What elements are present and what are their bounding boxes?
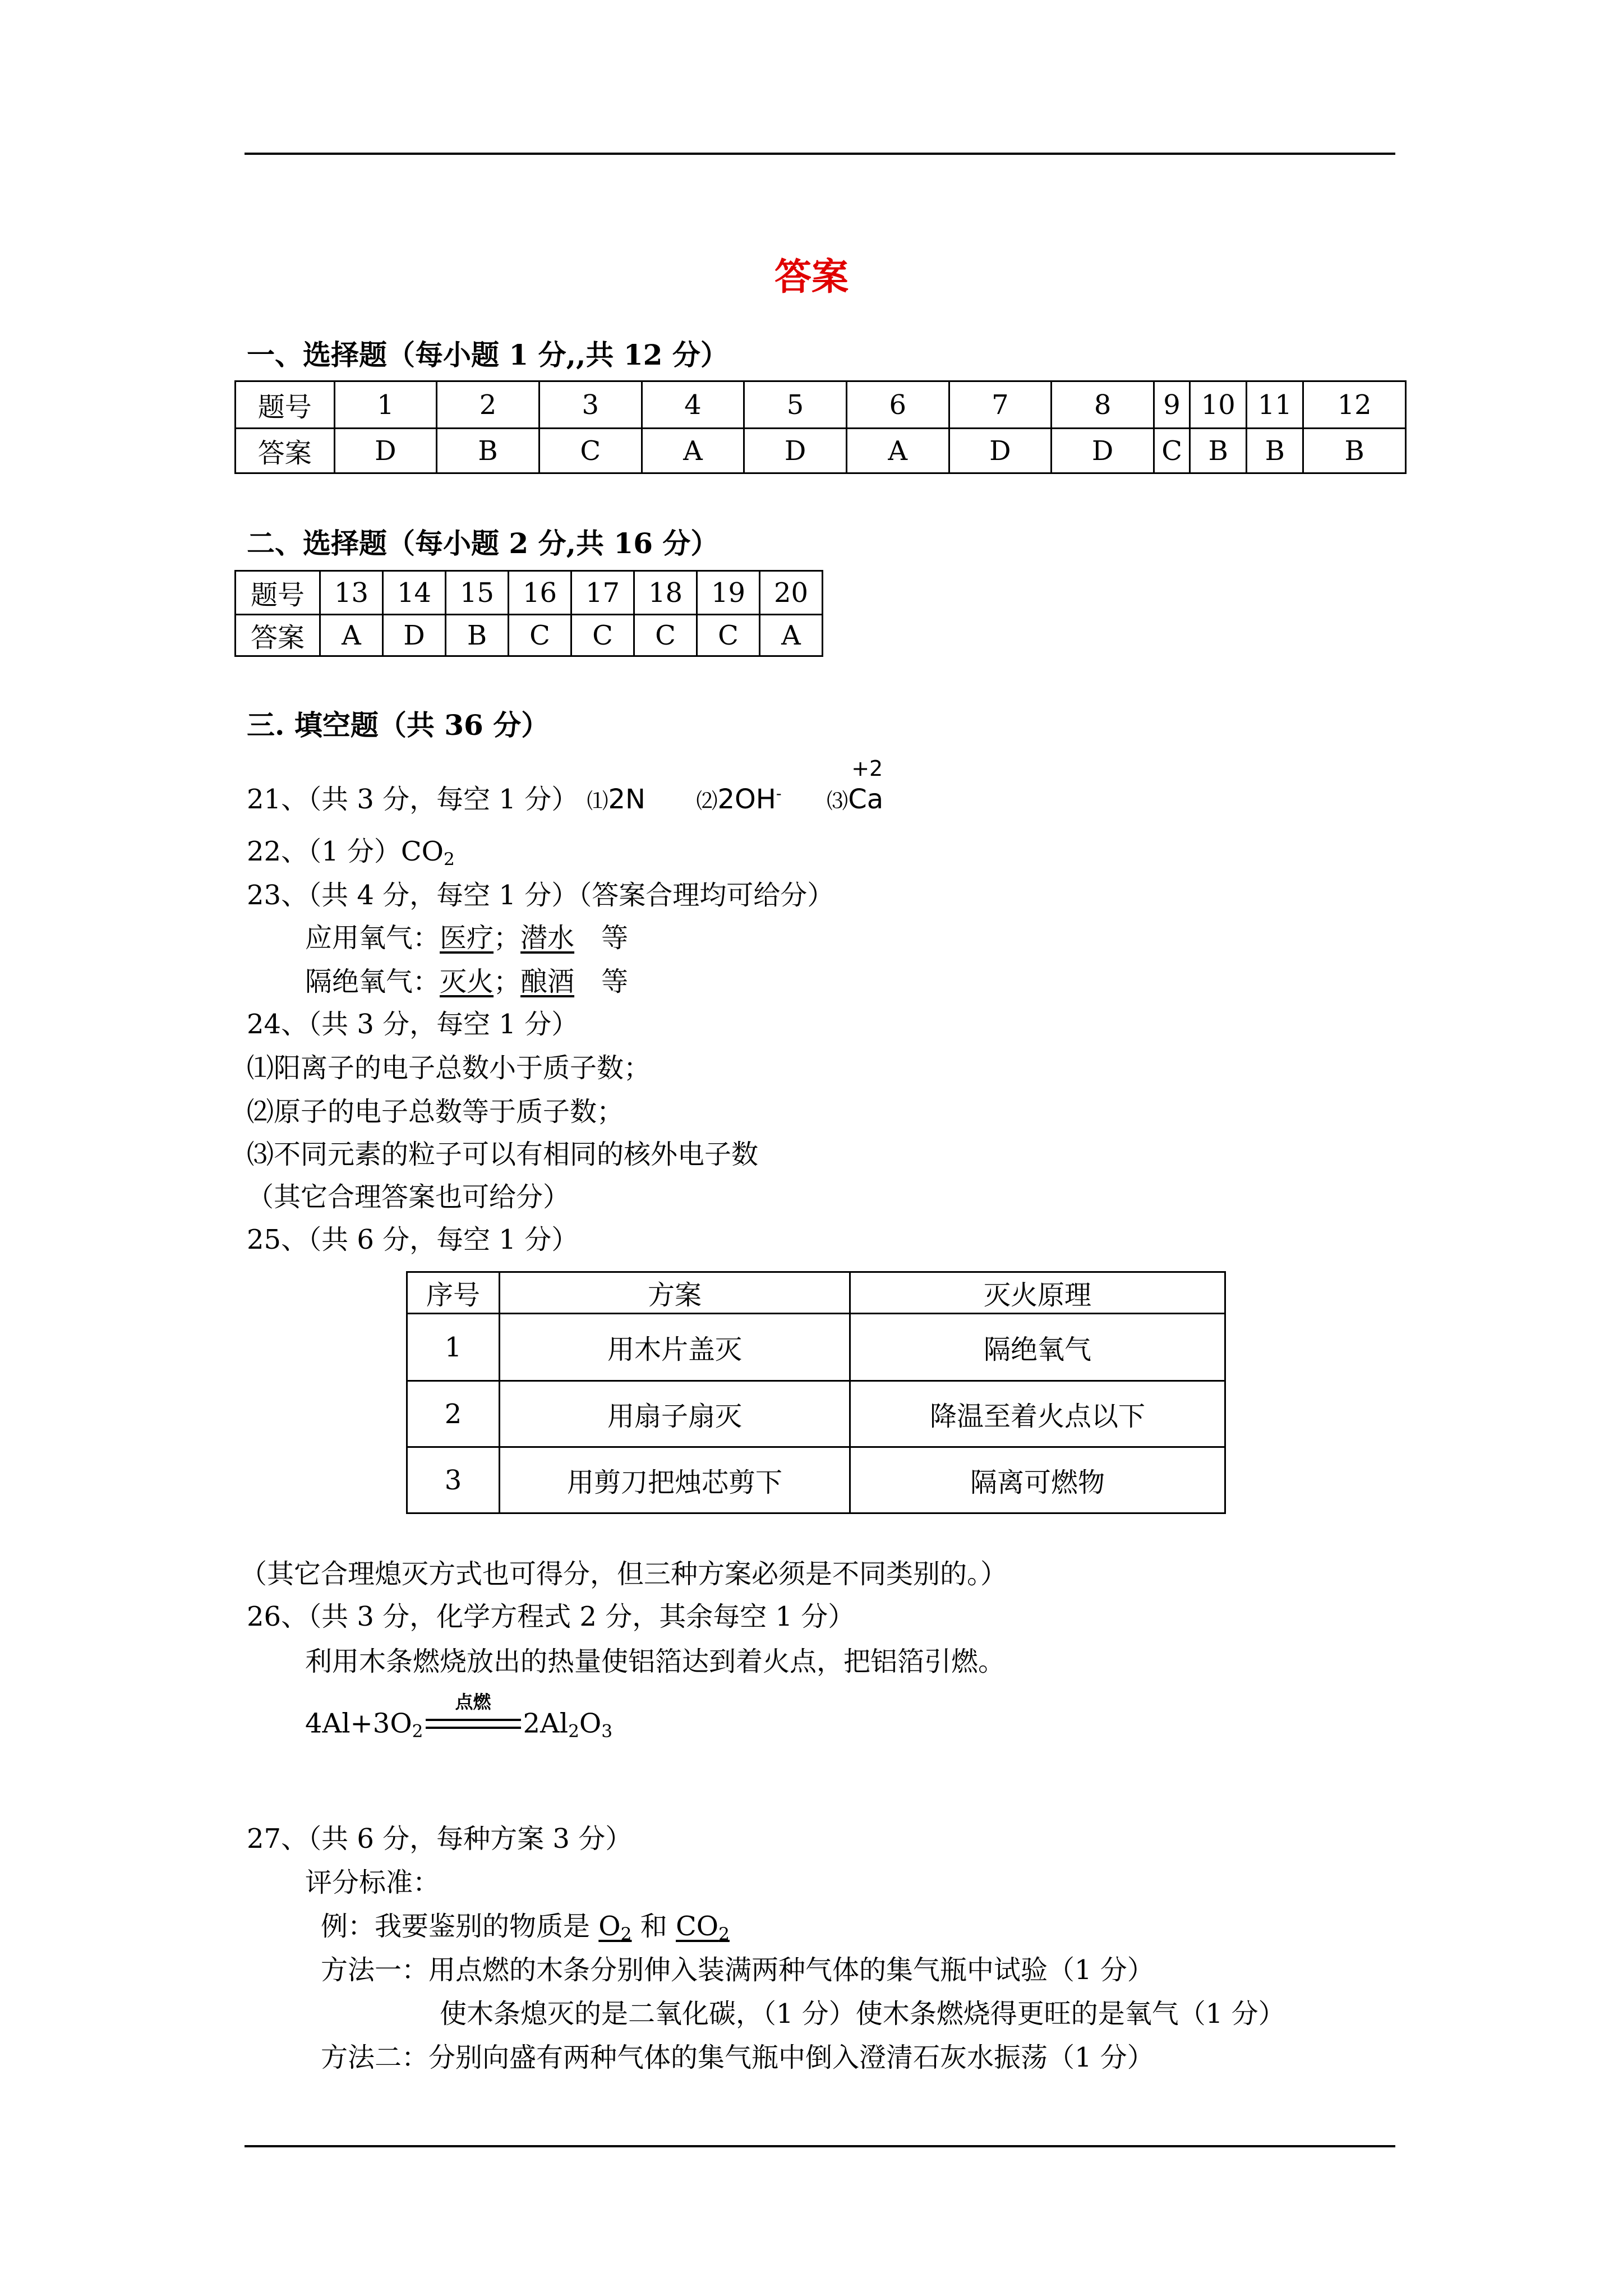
section2-answer-table — [234, 570, 823, 657]
q24-answer-2: ⑵原子的电子总数等于质子数； — [247, 1096, 624, 1128]
q21-a1: 2N — [608, 784, 645, 815]
eq-sub: 2 — [568, 1721, 579, 1742]
cell-answer: A — [642, 429, 744, 473]
q27-example — [321, 1913, 730, 1943]
q23-answer-medical: 医疗 — [440, 922, 494, 954]
example-o2: $O_2$ — [598, 1911, 632, 1944]
q24-answer-1: ⑴阳离子的电子总数小于质子数； — [247, 1052, 651, 1084]
eq-sub: 3 — [601, 1721, 613, 1742]
example-label: 例：我要鉴别的物质是 — [321, 1911, 599, 1942]
q21-a3-symbol: Ca — [848, 784, 884, 815]
table-row — [407, 1381, 1225, 1447]
cell-number: 11 — [1247, 381, 1303, 429]
cell-number: 2 — [437, 381, 540, 429]
q23-sep: ； — [494, 966, 521, 997]
row-label: 题号 — [236, 571, 320, 615]
eq-sub: 2 — [412, 1721, 423, 1742]
cell-answer: B — [1247, 429, 1303, 473]
cell-answer: D — [334, 429, 437, 473]
cell-answer: C — [509, 615, 571, 656]
q22-formula: CO — [400, 836, 444, 867]
cell-number: 15 — [446, 571, 509, 615]
q21-a1-num: ⑴ — [587, 789, 608, 813]
cell-answer: C — [634, 615, 697, 656]
section3-heading: 三. 填空题（共 36 分） — [247, 708, 550, 742]
table-row-numbers — [236, 571, 823, 615]
cell-answer: C — [697, 615, 760, 656]
cell-number: 6 — [846, 381, 949, 429]
cell-number: 8 — [1052, 381, 1154, 429]
cell-answer: A — [846, 429, 949, 473]
cell-number: 18 — [634, 571, 697, 615]
q23-prefix: 23、（共 4 分，每空 1 分）（答案合理均可给分） — [247, 880, 834, 911]
cell-answer: A — [320, 615, 383, 656]
q23-answer-brewing: 酿酒 — [520, 966, 575, 997]
eq-reactants: 4Al+3O — [305, 1708, 412, 1740]
cell-principle: 隔绝氧气 — [850, 1314, 1225, 1381]
q24-prefix: 24、（共 3 分，每空 1 分） — [247, 1009, 579, 1040]
section2-heading: 二、选择题（每小题 2 分,共 16 分） — [247, 527, 719, 560]
q27-method1-cont: 使木条熄灭的是二氧化碳，（1 分）使木条燃烧得更旺的是氧气（1 分） — [440, 1998, 1285, 2030]
q27-prefix: 27、（共 6 分，每种方案 3 分） — [247, 1823, 633, 1855]
q23-answer-diving: 潜水 — [520, 922, 575, 954]
cell-principle: 降温至着火点以下 — [850, 1381, 1225, 1447]
header-plan: 方案 — [500, 1272, 850, 1314]
q23-answer-fire: 灭火 — [440, 966, 494, 997]
eq-product: O — [579, 1708, 602, 1740]
q25-prefix: 25、（共 6 分，每空 1 分） — [247, 1224, 579, 1255]
q26-explanation: 利用木条燃烧放出的热量使铝箔达到着火点，把铝箔引燃。 — [305, 1646, 1006, 1677]
q21-line — [247, 756, 884, 815]
cell-answer: D — [949, 429, 1052, 473]
cell-number: 16 — [509, 571, 571, 615]
q23-etc: 等 — [601, 966, 629, 997]
table-row — [407, 1314, 1225, 1381]
table-header-row — [407, 1272, 1225, 1314]
cell-number: 20 — [760, 571, 823, 615]
q22-prefix: 22、（1 分） — [247, 836, 401, 867]
cell-number: 12 — [1303, 381, 1406, 429]
footer-rule — [245, 2145, 1395, 2147]
cell-no: 3 — [407, 1447, 500, 1513]
q27-criteria: 评分标准： — [305, 1867, 440, 1898]
q24-note: （其它合理答案也可给分） — [247, 1181, 570, 1213]
cell-plan: 用扇子扇灭 — [500, 1381, 850, 1447]
cell-no: 2 — [407, 1381, 500, 1447]
cell-number: 13 — [320, 571, 383, 615]
cell-answer: C — [571, 615, 634, 656]
q22-line — [247, 838, 455, 868]
q23-line2 — [305, 968, 628, 995]
cell-answer: D — [744, 429, 847, 473]
cell-answer: B — [1303, 429, 1406, 473]
q27-method1: 方法一：用点燃的木条分别伸入装满两种气体的集气瓶中试验（1 分） — [321, 1954, 1154, 1986]
example-and: 和 — [631, 1911, 676, 1942]
cell-number: 7 — [949, 381, 1052, 429]
cell-answer: B — [1190, 429, 1247, 473]
table-row — [407, 1447, 1225, 1513]
header-rule — [245, 153, 1395, 155]
q23-line2-label: 隔绝氧气： — [305, 966, 440, 997]
q27-method2: 方法二：分别向盛有两种气体的集气瓶中倒入澄清石灰水振荡（1 分） — [321, 2042, 1154, 2073]
q23-line1-label: 应用氧气： — [305, 922, 440, 954]
eq-arrow — [426, 1691, 521, 1741]
cell-principle: 隔离可燃物 — [850, 1447, 1225, 1513]
q21-a3-num: ⑶ — [827, 789, 849, 813]
q26-equation — [305, 1691, 613, 1742]
cell-number: 3 — [539, 381, 642, 429]
cell-no: 1 — [407, 1314, 500, 1381]
cell-number: 17 — [571, 571, 634, 615]
row-label: 题号 — [236, 381, 335, 429]
cell-number: 4 — [642, 381, 744, 429]
cell-answer: C — [539, 429, 642, 473]
row-label: 答案 — [236, 429, 335, 473]
q21-a3 — [848, 756, 884, 815]
cell-answer: A — [760, 615, 823, 656]
section1-answer-table — [234, 380, 1407, 474]
cell-answer: C — [1154, 429, 1189, 473]
example-co2: $CO_2$ — [676, 1911, 730, 1944]
q23-etc: 等 — [601, 922, 629, 954]
table-row-answers — [236, 615, 823, 656]
q21-a2-num: ⑵ — [696, 789, 718, 813]
section1-heading: 一、选择题（每小题 1 分,,共 12 分） — [247, 338, 728, 371]
row-label: 答案 — [236, 615, 320, 656]
cell-number: 1 — [334, 381, 437, 429]
q23-line1 — [305, 922, 629, 954]
page-title: 答案 — [774, 255, 849, 298]
cell-answer: D — [1052, 429, 1154, 473]
cell-plan: 用木片盖灭 — [500, 1314, 850, 1381]
eq-product: 2Al — [523, 1708, 569, 1740]
q21-a3-charge: +2 — [851, 756, 883, 781]
q23-sep: ； — [494, 922, 521, 954]
table-row-answers — [236, 429, 1406, 473]
q25-table — [406, 1271, 1226, 1514]
cell-number: 10 — [1190, 381, 1247, 429]
cell-answer: B — [437, 429, 540, 473]
q21-a2: 2OH — [717, 784, 776, 815]
header-no: 序号 — [407, 1272, 500, 1314]
q22-subscript: 2 — [443, 849, 455, 869]
q25-note: （其它合理熄灭方式也可得分，但三种方案必须是不同类别的。） — [240, 1558, 1008, 1590]
table-row-numbers — [236, 381, 1406, 429]
cell-answer: D — [383, 615, 446, 656]
cell-number: 19 — [697, 571, 760, 615]
q21-a2-charge: - — [776, 784, 782, 803]
q21-prefix: 21、（共 3 分，每空 1 分） — [247, 784, 579, 815]
q26-prefix: 26、（共 3 分，化学方程式 2 分，其余每空 1 分） — [247, 1601, 855, 1632]
header-principle: 灭火原理 — [850, 1272, 1225, 1314]
cell-number: 14 — [383, 571, 446, 615]
cell-number: 9 — [1154, 381, 1189, 429]
q24-answer-3: ⑶不同元素的粒子可以有相同的核外电子数 — [247, 1139, 759, 1170]
cell-number: 5 — [744, 381, 847, 429]
cell-answer: B — [446, 615, 509, 656]
eq-condition: 点燃 — [455, 1691, 491, 1713]
cell-plan: 用剪刀把烛芯剪下 — [500, 1447, 850, 1513]
